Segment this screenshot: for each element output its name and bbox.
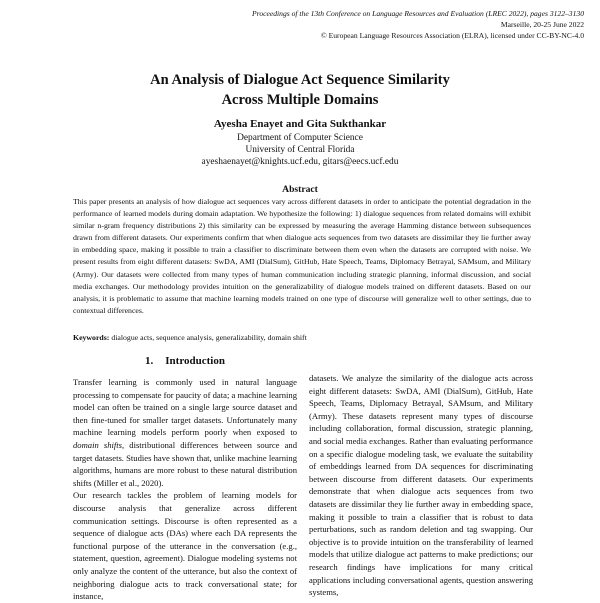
affiliation-block [0,132,600,169]
intro-p1-text-b: , distributional differences between source and target datasets. Studies have shown that, unlike machine learning algorithms, humans are more robust to these natural distribution shifts (Miller et al., 2020). [73,439,297,488]
keywords-label: Keywords: [73,333,110,342]
section-heading-introduction [73,354,297,368]
right-column [309,372,533,599]
license-line: © European Language Resources Association (ELRA), licensed under CC-BY-NC-4.0 [320,31,584,40]
venue-date-line: Marseille, 20-25 June 2022 [500,20,584,29]
title-line-2: Across Multiple Domains [221,92,379,108]
proceedings-line: Proceedings of the 13th Conference on Language Resources and Evaluation (LREC 2022), pages 3122–3130 [252,9,584,18]
left-column [73,376,297,603]
keywords-text: dialogue acts, sequence analysis, generalizability, domain shift [111,333,307,342]
intro-paragraph-right: datasets. We analyze the similarity of the dialogue acts across eight different datasets: SwDA, AMI (DialSum), GitHub, Hate Speech, Teams, Diplomacy Betrayal, SAMsum, and Military (Army). These datasets represent many types of discourse including collaboration, formal discussion, strategic planning, and social media exchanges. Rather than evaluating performance on a specific dialogue modeling task, we evaluate the suitability of embeddings learned from DA sequences for discriminating between discourse from different datasets. Our experiments demonstrate that when dialogue acts sequences from two datasets are dissimilar they lie further away in embedding space, making it possible to train a classifier that is robust to data perturbations, such as random deletion and tag swapping. Our objective is to provide intuition on the transferability of learned models that utilize dialogue act patterns to make predictions; our research findings have implications for many critical applications including conversational agents, question answering systems, [309,373,533,598]
proceedings-header [164,8,584,41]
intro-paragraph-1 [73,376,297,489]
title-line-1: An Analysis of Dialogue Act Sequence Similarity [150,72,450,88]
abstract-text: This paper presents an analysis of how dialogue act sequences vary across different datasets in order to anticipate the potential degradation in the performance of learned models during domain adaptation. We hypothesize the following: 1) dialogue sequences from related domains will exhibit similar n-gram frequency distributions 2) this similarity can be expressed by measuring the average Hamming distance between subsequences drawn from different datasets. Our experiments confirm that when dialogue acts sequences from two datasets are dissimilar they lie further away in embedding space, making it possible to train a classifier to discriminate between them even when the datasets are corrupted with noise. We present results from eight different datasets: SwDA, AMI (DialSum), GitHub, Hate Speech, Teams, Diplomacy Betrayal, SAMsum, and Military (Army). Our datasets were collected from many types of human communication including strategic planning, informal discussion, and social media exchanges. Our methodology provides intuition on the generalizability of dialogue models trained on different datasets. Based on our analysis, it is problematic to assume that machine learning models trained on one type of discourse will generalize well to other settings, due to contextual differences. [73,197,531,315]
intro-p1-emphasis: domain shifts [73,439,123,450]
university: University of Central Florida [245,145,355,156]
intro-p1-text-a: Transfer learning is commonly used in natural language processing to compensate for paucity of data; a machine learning model can often be trained on a single large source dataset and then fine-tuned for smaller target datasets. Unfortunately many machine learning models perform poorly when exposed to [73,377,297,438]
section-number: 1. [145,355,154,367]
author-emails: ayeshaenayet@knights.ucf.edu, gitars@eecs.ucf.edu [201,157,399,168]
abstract-heading: Abstract [282,184,318,195]
department: Department of Computer Science [237,133,363,143]
keywords-line [73,332,543,344]
author-names: Ayesha Enayet and Gita Sukthankar [213,118,387,130]
paper-title [0,70,600,110]
section-title: Introduction [165,355,225,367]
intro-paragraph-2: Our research tackles the problem of learning models for discourse analysis that generalize across different communication settings. Discourse is often represented as a sequence of dialogue acts (DAs) where each DA represents the functional purpose of the utterance in the conversation (e.g., statement, question, agreement). Dialogue modeling systems not only analyze the content of the utterance, but also the context of neighboring dialogue acts to track conversational state; for instance, [73,490,297,602]
